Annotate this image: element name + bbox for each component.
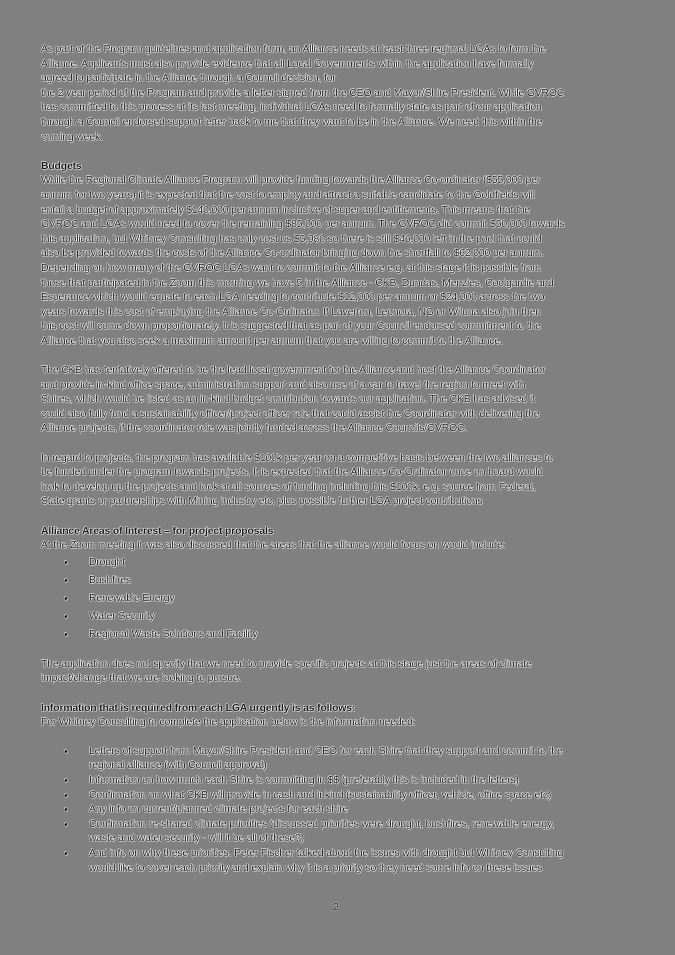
- text-line: Esperance which would equate to each LGA needing to contribute $12,000 per annum or $24,000 across the two: [41, 292, 545, 304]
- list-item: • Bushfires: [41, 572, 641, 590]
- information-list: [41, 745, 641, 876]
- areas-list: [41, 554, 641, 644]
- budgets-paragraph-1: [41, 174, 641, 349]
- page-number: 2: [333, 902, 339, 913]
- text-line: • Confirmation on what CKB will provide in cash and inkind (sustainability officer, vehicle, office space etc): [89, 789, 552, 801]
- text-line: State grants or partnerships with Mining industry etc. plus possible further LGA project contributions: [41, 496, 483, 508]
- budgets-paragraph-2: [41, 364, 641, 437]
- text-line: has committed to this process at its last meeting, individual LGAs need to formally state as part of our application: [41, 102, 542, 114]
- list-item: [41, 774, 641, 789]
- text-line: entail a budget of approximately $140,000 per annum inclusive of super and entitlements. This means that the: [41, 204, 531, 216]
- text-line: GVROC and LGAs would need to cover the remaining $85,000 per annum. The GVROC did commit $50,000 towards: [41, 219, 565, 231]
- text-line: through a Council endorsed support letter back to me that they want to be in the Alliance. We need this within the: [41, 116, 543, 128]
- text-line: years towards this cost of employing the Alliance Co-Ordinator. If Laverton, Leonora, NG or Wiluna also join then: [41, 306, 541, 318]
- budgets-paragraph-3: [41, 452, 641, 510]
- list-item: [41, 745, 641, 774]
- intro-paragraph: [41, 43, 641, 145]
- text-line: • Letters of support from Mayor/Shire President and CEO for each Shire that they support and commit to the: [89, 745, 563, 757]
- list-item: • Regional Waste Solutions and Facility: [41, 626, 641, 644]
- text-line: agreed to participate in the Alliance through a Council decision, for: [41, 73, 336, 85]
- text-line: regional alliance (with Council approval): [89, 760, 267, 772]
- text-line: be funded under the program towards projects. It is expected that the Alliance Co-Ordinator once on board would: [41, 467, 544, 479]
- list-item: • Water Security: [41, 608, 641, 626]
- text-line: The CKB has tentatively offered to be the lead local government for the Alliance and host the Alliance Coordinator: [41, 365, 546, 377]
- list-item: [41, 818, 641, 847]
- text-line: In regard to projects, the program has available $100k per year on a competitive basis between the two alliances to: [41, 452, 553, 464]
- text-line: this cost will come down proportionately. It is suggested that as part of your Council endorsed commitment to the: [41, 321, 541, 333]
- text-line: the 2 year period of the Program and provide a letter signed from the CEO and Mayor/Shire President. While GVROC: [41, 87, 565, 99]
- text-line: The application does not specify that we need to provide specific projects at this stage just the areas of climate: [41, 658, 532, 670]
- text-line: Alliance projects, if the coordinator role was jointly funded across the Alliance Councils/GVROC.: [41, 423, 468, 435]
- list-item: [41, 789, 641, 804]
- text-line: Alliance. Applicants must also provide evidence that all Local Governments within the application have formally: [41, 58, 534, 70]
- text-line: • Any info on current/planned climate projects for each shire: [89, 804, 349, 816]
- list-item: [41, 847, 641, 876]
- text-line: could also fully fund a sustainability officer/project officer role that could assist the Coordinator with delivering the: [41, 408, 540, 420]
- text-line: impact/change that we are looking to pursue.: [41, 673, 242, 685]
- text-line: Shires, which would be listed as an in-kind budget contribution towards our application. The CKB has advised it: [41, 394, 535, 406]
- list-item: • Renewable Energy: [41, 590, 641, 608]
- information-heading: Information that is required from each LGA urgently is as follows:: [41, 702, 356, 714]
- document-page: [41, 43, 641, 876]
- text-line: While the Regional Climate Alliance Program will provide funding towards the Alliance Co-ordinator ($55,000 per: [41, 175, 541, 187]
- text-line: coming week.: [41, 131, 103, 143]
- text-line: Depending on how many of the GVROC LGAs want to commit to the Alliance e.g. at this stage it is possible from: [41, 262, 541, 274]
- text-line: • Confirmation re-shared climate priorities (discussed priorities were drought, bushfires, renewable energy,: [89, 818, 554, 830]
- text-line: As part of the Program guidelines and application form, an Alliance needs at least three regional LGAs to form the: [41, 44, 547, 55]
- text-line: those that participated in the Zoom this morning we have 5 in the Alliance - CKB, Dundas, Menzies, Coolgardie and: [41, 277, 554, 289]
- text-line: look to develop up the projects and look at all sources of funding including this $100k. e.g. source from Federal,: [41, 481, 536, 493]
- text-line: also be provided towards the costs of the Alliance Co-ordinator bringing down the shortfall to $62,000 per annum.: [41, 248, 544, 260]
- list-item: [41, 803, 641, 818]
- text-line: • Information on how much each Shire is committing in $$ (preferably this is included in the letters): [89, 774, 519, 786]
- areas-note: [41, 658, 641, 687]
- areas-intro: At the Zoom meeting it was also discussed that the areas that the alliance would focus on would include:: [41, 540, 506, 552]
- text-line: and provide in-kind office space, administration support and also use of a car to travel the region to meet with: [41, 379, 526, 391]
- areas-heading: Alliance Areas of Interest – for project proposals: [41, 525, 274, 537]
- text-line: • And info on why these priorities. Peter Fischer talked about the issues with drought but Whitney Consulting: [89, 847, 564, 859]
- text-line: annum for two years) it is expected that the cost to employ and attract a suitable candidate to the Goldfields will: [41, 189, 535, 201]
- text-line: this application, but Whitney Consulting has only cost us $5,980 so there is still $46,000 left in the pool that could: [41, 233, 542, 245]
- text-line: would like to cover each priority and explain why it is a priority so they need some info on these issues: [89, 862, 543, 874]
- text-line: waste and water security - will it be all of these?): [89, 833, 305, 845]
- budgets-heading: Budgets: [41, 160, 82, 172]
- information-intro: For Whitney Consulting to complete the application below is the information needed:: [41, 717, 416, 729]
- list-item: • Drought: [41, 554, 641, 572]
- text-line: Alliance that you also seek a maximum amount per annum that you are willing to commit to the Alliance.: [41, 335, 503, 347]
